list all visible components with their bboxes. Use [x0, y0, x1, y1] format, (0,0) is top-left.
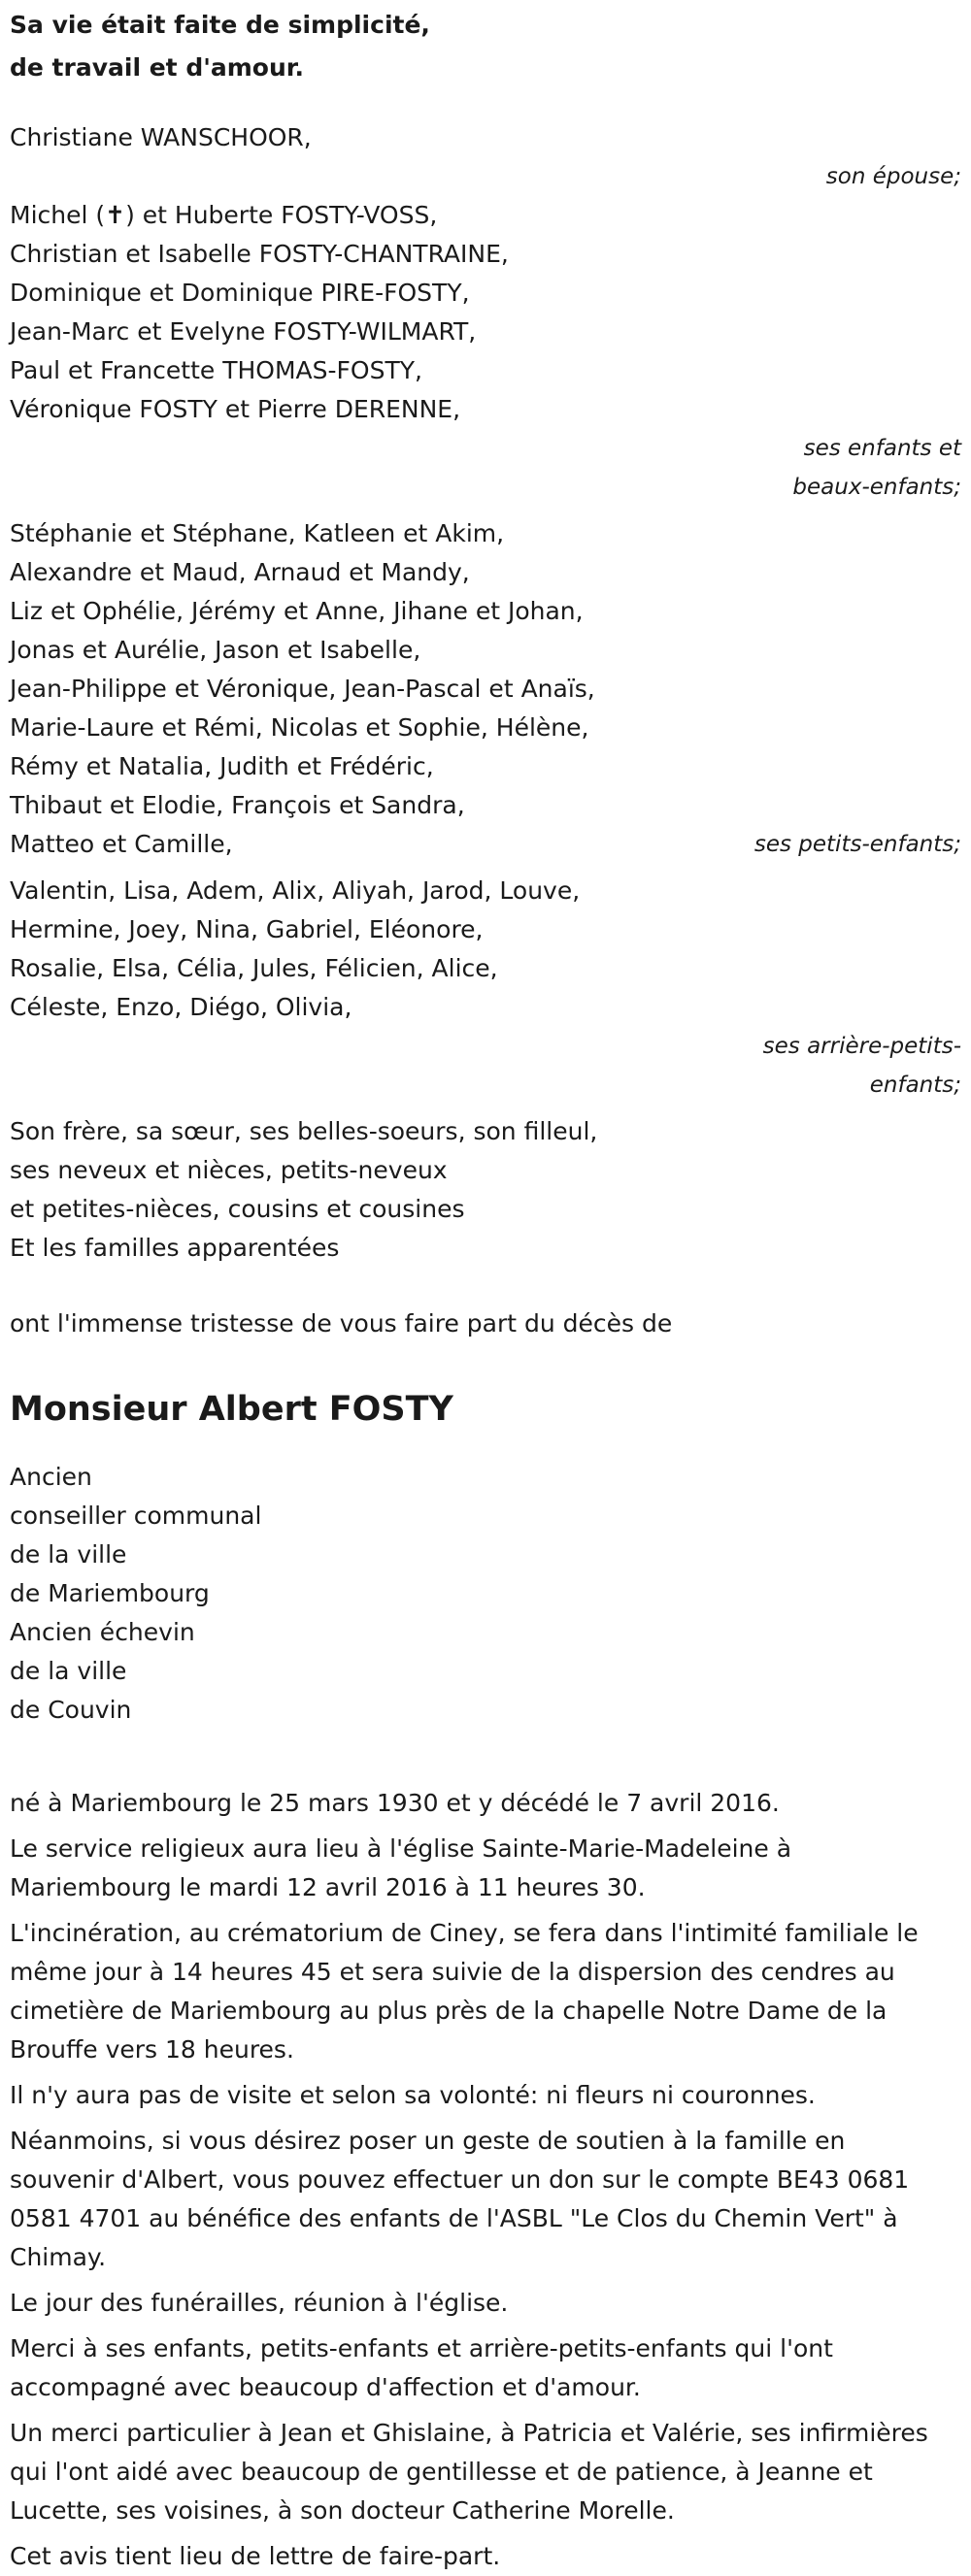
grandchildren-name-line: Matteo et Camille,: [10, 830, 233, 858]
great-grandchildren-role-line: ses arrière-petits-: [762, 1034, 961, 1059]
title-line: de la ville: [10, 1657, 127, 1685]
title-line: de Couvin: [10, 1696, 132, 1724]
donation-paragraph: Néanmoins, si vous désirez poser un geste de soutien à la famille en souvenir d'Albert, vous pouvez effectuer un don sur le compte BE43 0681 0581 4701 au bénéfice des enfants de l'ASBL "Le Clos du Chemin Vert" à Chimay.: [10, 2127, 910, 2271]
family-line: Et les familles apparentées: [10, 1234, 340, 1262]
grandchildren-name-line: Thibaut et Elodie, François et Sandra,: [10, 791, 465, 819]
children-name-line: Véronique FOSTY et Pierre DERENNE,: [10, 395, 461, 423]
title-line: Ancien: [10, 1463, 92, 1491]
grandchildren-name-line: Jean-Philippe et Véronique, Jean-Pascal et Anaïs,: [10, 675, 595, 703]
family-line: et petites-nièces, cousins et cousines: [10, 1195, 465, 1223]
intro-line: Sa vie était faite de simplicité,: [10, 11, 430, 39]
title-line: conseiller communal: [10, 1502, 262, 1530]
children-name-line: Michel (✝) et Huberte FOSTY-VOSS,: [10, 201, 438, 229]
grandchildren-section: [10, 514, 961, 864]
cremation-paragraph: L'incinération, au crématorium de Ciney, se fera dans l'intimité familiale le même jour à 14 heures 45 et sera suivie de la dispersion des cendres au cimetière de Mariembourg au plus près de la chapelle Notre Dame de la Brouffe vers 18 heures.: [10, 1919, 919, 2064]
spouse-section: [10, 118, 961, 196]
religious-service-paragraph: Le service religieux aura lieu à l'église Sainte-Marie-Madeleine à Mariembourg le mardi 12 avril 2016 à 11 heures 30.: [10, 1834, 792, 1901]
great-grandchildren-name-line: Rosalie, Elsa, Célia, Jules, Félicien, Alice,: [10, 954, 498, 982]
children-name-line: Paul et Francette THOMAS-FOSTY,: [10, 356, 422, 384]
great-grandchildren-name-line: Hermine, Joey, Nina, Gabriel, Eléonore,: [10, 915, 484, 943]
grandchildren-name-line: Liz et Ophélie, Jérémy et Anne, Jihane et Johan,: [10, 597, 584, 625]
thanks-family-paragraph: Merci à ses enfants, petits-enfants et arrière-petits-enfants qui l'ont accompagné avec beaucoup d'affection et d'amour.: [10, 2334, 833, 2401]
great-grandchildren-section: [10, 872, 961, 1105]
intro-quote: [10, 0, 971, 89]
no-visit-paragraph: Il n'y aura pas de visite et selon sa volonté: ni fleurs ni couronnes.: [10, 2081, 816, 2109]
children-name-line: Jean-Marc et Evelyne FOSTY-WILMART,: [10, 317, 477, 346]
deceased-name: Monsieur Albert FOSTY: [10, 1390, 453, 1429]
grandchildren-name-line: Marie-Laure et Rémi, Nicolas et Sophie, Hélène,: [10, 713, 589, 742]
children-name-line: Christian et Isabelle FOSTY-CHANTRAINE,: [10, 240, 509, 268]
grandchildren-name-line: Stéphanie et Stéphane, Katleen et Akim,: [10, 519, 505, 547]
family-line: ses neveux et nièces, petits-neveux: [10, 1156, 448, 1184]
great-grandchildren-name-line: Valentin, Lisa, Adem, Alix, Aliyah, Jarod, Louve,: [10, 876, 581, 905]
family-line: Son frère, sa sœur, ses belles-soeurs, son filleul,: [10, 1117, 598, 1145]
family-section: [10, 1112, 961, 1268]
closing-paragraph: Cet avis tient lieu de lettre de faire-part.: [10, 2542, 501, 2570]
grandchildren-name-line: Rémy et Natalia, Judith et Frédéric,: [10, 752, 434, 780]
funeral-meeting-paragraph: Le jour des funérailles, réunion à l'église.: [10, 2289, 509, 2317]
children-name-line: Dominique et Dominique PIRE-FOSTY,: [10, 279, 470, 307]
grandchildren-name-line: Jonas et Aurélie, Jason et Isabelle,: [10, 636, 421, 664]
spouse-role: son épouse;: [825, 164, 961, 189]
announcement-text: ont l'immense tristesse de vous faire part du décès de: [10, 1309, 673, 1338]
great-grandchildren-role-line: enfants;: [869, 1073, 961, 1098]
title-line: Ancien échevin: [10, 1618, 195, 1646]
children-role-line: ses enfants et: [803, 436, 961, 461]
children-section: [10, 196, 961, 507]
grandchildren-role: ses petits-enfants;: [753, 832, 961, 857]
grandchildren-name-line: Alexandre et Maud, Arnaud et Mandy,: [10, 558, 470, 586]
great-grandchildren-name-line: Céleste, Enzo, Diégo, Olivia,: [10, 993, 352, 1021]
children-role: [10, 429, 961, 507]
title-line: de la ville: [10, 1540, 127, 1569]
thanks-carers-paragraph: Un merci particulier à Jean et Ghislaine, à Patricia et Valérie, ses infirmières qui l'ont aidé avec beaucoup de gentillesse et de patience, à Jeanne et Lucette, ses voisines, à son docteur Catherine Morelle.: [10, 2419, 928, 2525]
titles-section: [10, 1458, 971, 1730]
details-section: [10, 1784, 971, 2576]
title-line: de Mariembourg: [10, 1579, 210, 1607]
great-grandchildren-role: [10, 1027, 961, 1105]
spouse-name: Christiane WANSCHOOR,: [10, 123, 312, 151]
birth-death-paragraph: né à Mariembourg le 25 mars 1930 et y décédé le 7 avril 2016.: [10, 1789, 780, 1817]
intro-line: de travail et d'amour.: [10, 53, 305, 82]
children-role-line: beaux-enfants;: [792, 475, 961, 500]
